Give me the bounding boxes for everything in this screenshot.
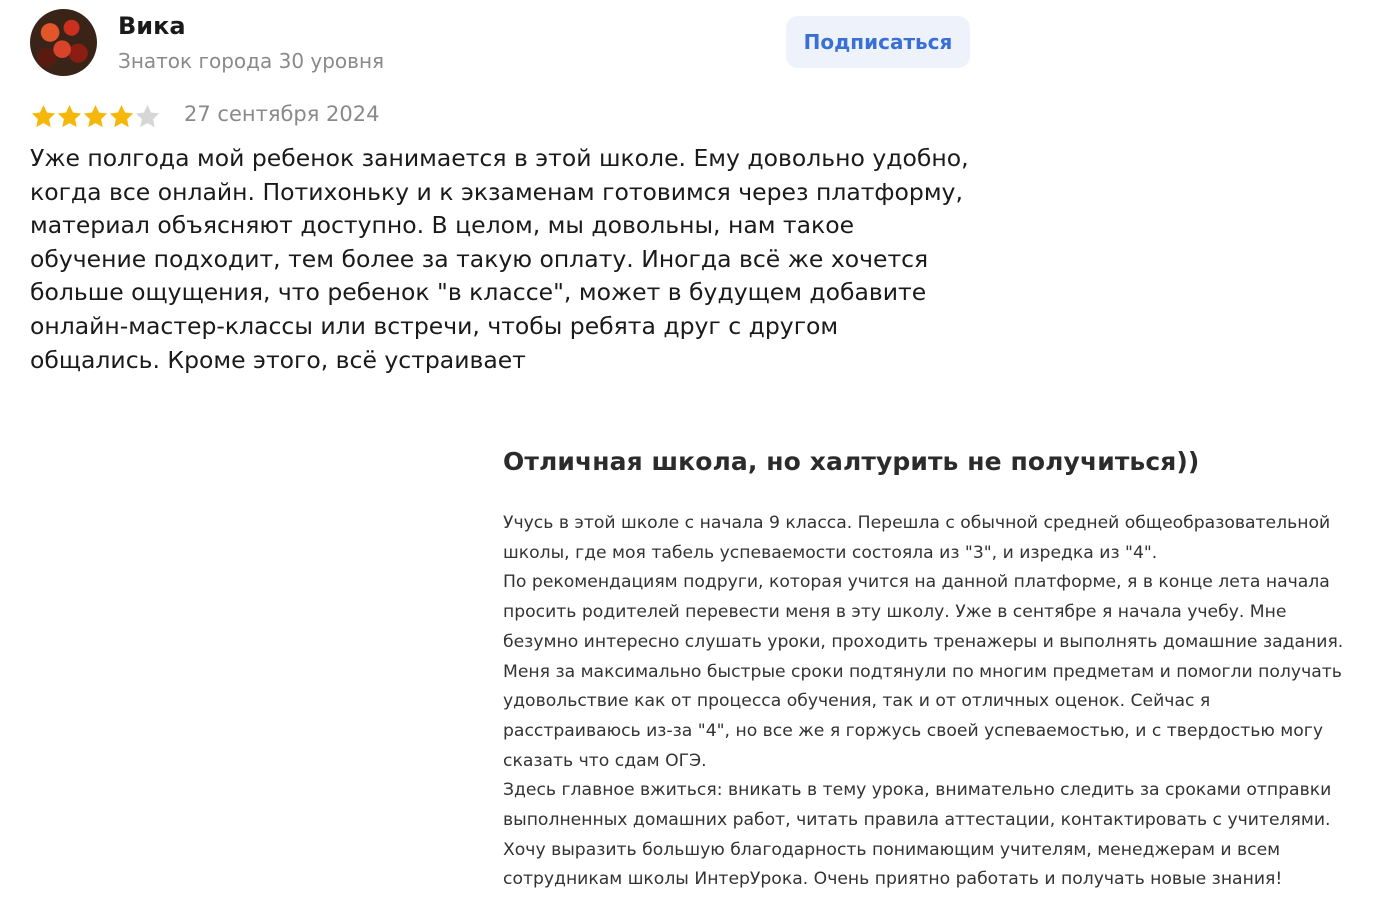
star-rating [30, 100, 160, 132]
review-body-line: Учусь в этой школе с начала 9 класса. Перешла с обычной средней общеобразовательной [503, 513, 1331, 533]
review-body-line: сказать что сдам ОГЭ. [503, 750, 707, 771]
subscribe-button[interactable]: Подписаться [786, 16, 970, 68]
review-text-line: Уже полгода мой ребенок занимается в этой школе. Ему довольно удобно, [30, 144, 969, 172]
review-text-line: материал объясняют доступно. В целом, мы довольны, нам такое [30, 211, 855, 240]
review-text-line: обучение подходит, тем более за такую оплату. Иногда всё же хочется [30, 244, 929, 273]
review-title: Отличная школа, но халтурить не получиться)) [503, 447, 1200, 476]
review-body-line: По рекомендациям подруги, которая учится на данной платформе, я в конце лета начала [503, 572, 1330, 593]
review-body-line: школы, где моя табель успеваемости состояла из "3", и изредка из "4". [503, 542, 1158, 563]
review-text-line: когда все онлайн. Потихоньку и к экзаменам готовимся через платформу, [30, 177, 963, 206]
review-text-line: общались. Кроме этого, всё устраивает [30, 345, 526, 374]
review-body-line: удовольствие как от процесса обучения, так и от отличных оценок. Сейчас я [503, 691, 1211, 712]
review-body [503, 509, 1383, 895]
review-body-line: Хочу выразить большую благодарность понимающим учителям, менеджерам и всем [503, 839, 1281, 860]
review-body-line: Меня за максимально быстрые сроки подтянули по многим предметам и помогли получать [503, 661, 1342, 682]
review-body-line: Здесь главное вжиться: вникать в тему урока, внимательно следить за сроками отправки [503, 780, 1332, 801]
review-body-line: просить родителей перевести меня в эту школу. Уже в сентябре я начала учебу. Мне [503, 602, 1287, 623]
review-text [30, 142, 980, 377]
star-icon [56, 103, 83, 130]
avatar[interactable] [30, 9, 97, 76]
author-level: Знаток города 30 уровня [118, 49, 385, 73]
star-icon [134, 103, 161, 130]
review-body-line: выполненных домашних работ, читать правила аттестации, контактировать с учителями. [503, 810, 1331, 831]
review-card-school [503, 440, 1383, 900]
author-name[interactable]: Вика [118, 12, 186, 40]
review-body-line: безумно интересно слушать уроки, проходить тренажеры и выполнять домашние задания. [503, 631, 1344, 652]
review-body-line: расстраиваюсь из-за "4", но все же я горжусь своей успеваемостью, и с твердостью могу [503, 720, 1323, 741]
review-body-line: сотрудникам школы ИнтерУрока. Очень приятно работать и получать новые знания! [503, 869, 1283, 890]
review-date: 27 сентября 2024 [184, 102, 380, 126]
star-icon [82, 103, 109, 130]
review-text-line: больше ощущения, что ребенок "в классе", может в будущем добавите [30, 278, 927, 307]
review-text-line: онлайн-мастер-классы или встречи, чтобы ребята друг с другом [30, 311, 839, 340]
review-card-vika [0, 0, 1000, 400]
star-icon [108, 103, 135, 130]
star-icon [30, 103, 57, 130]
